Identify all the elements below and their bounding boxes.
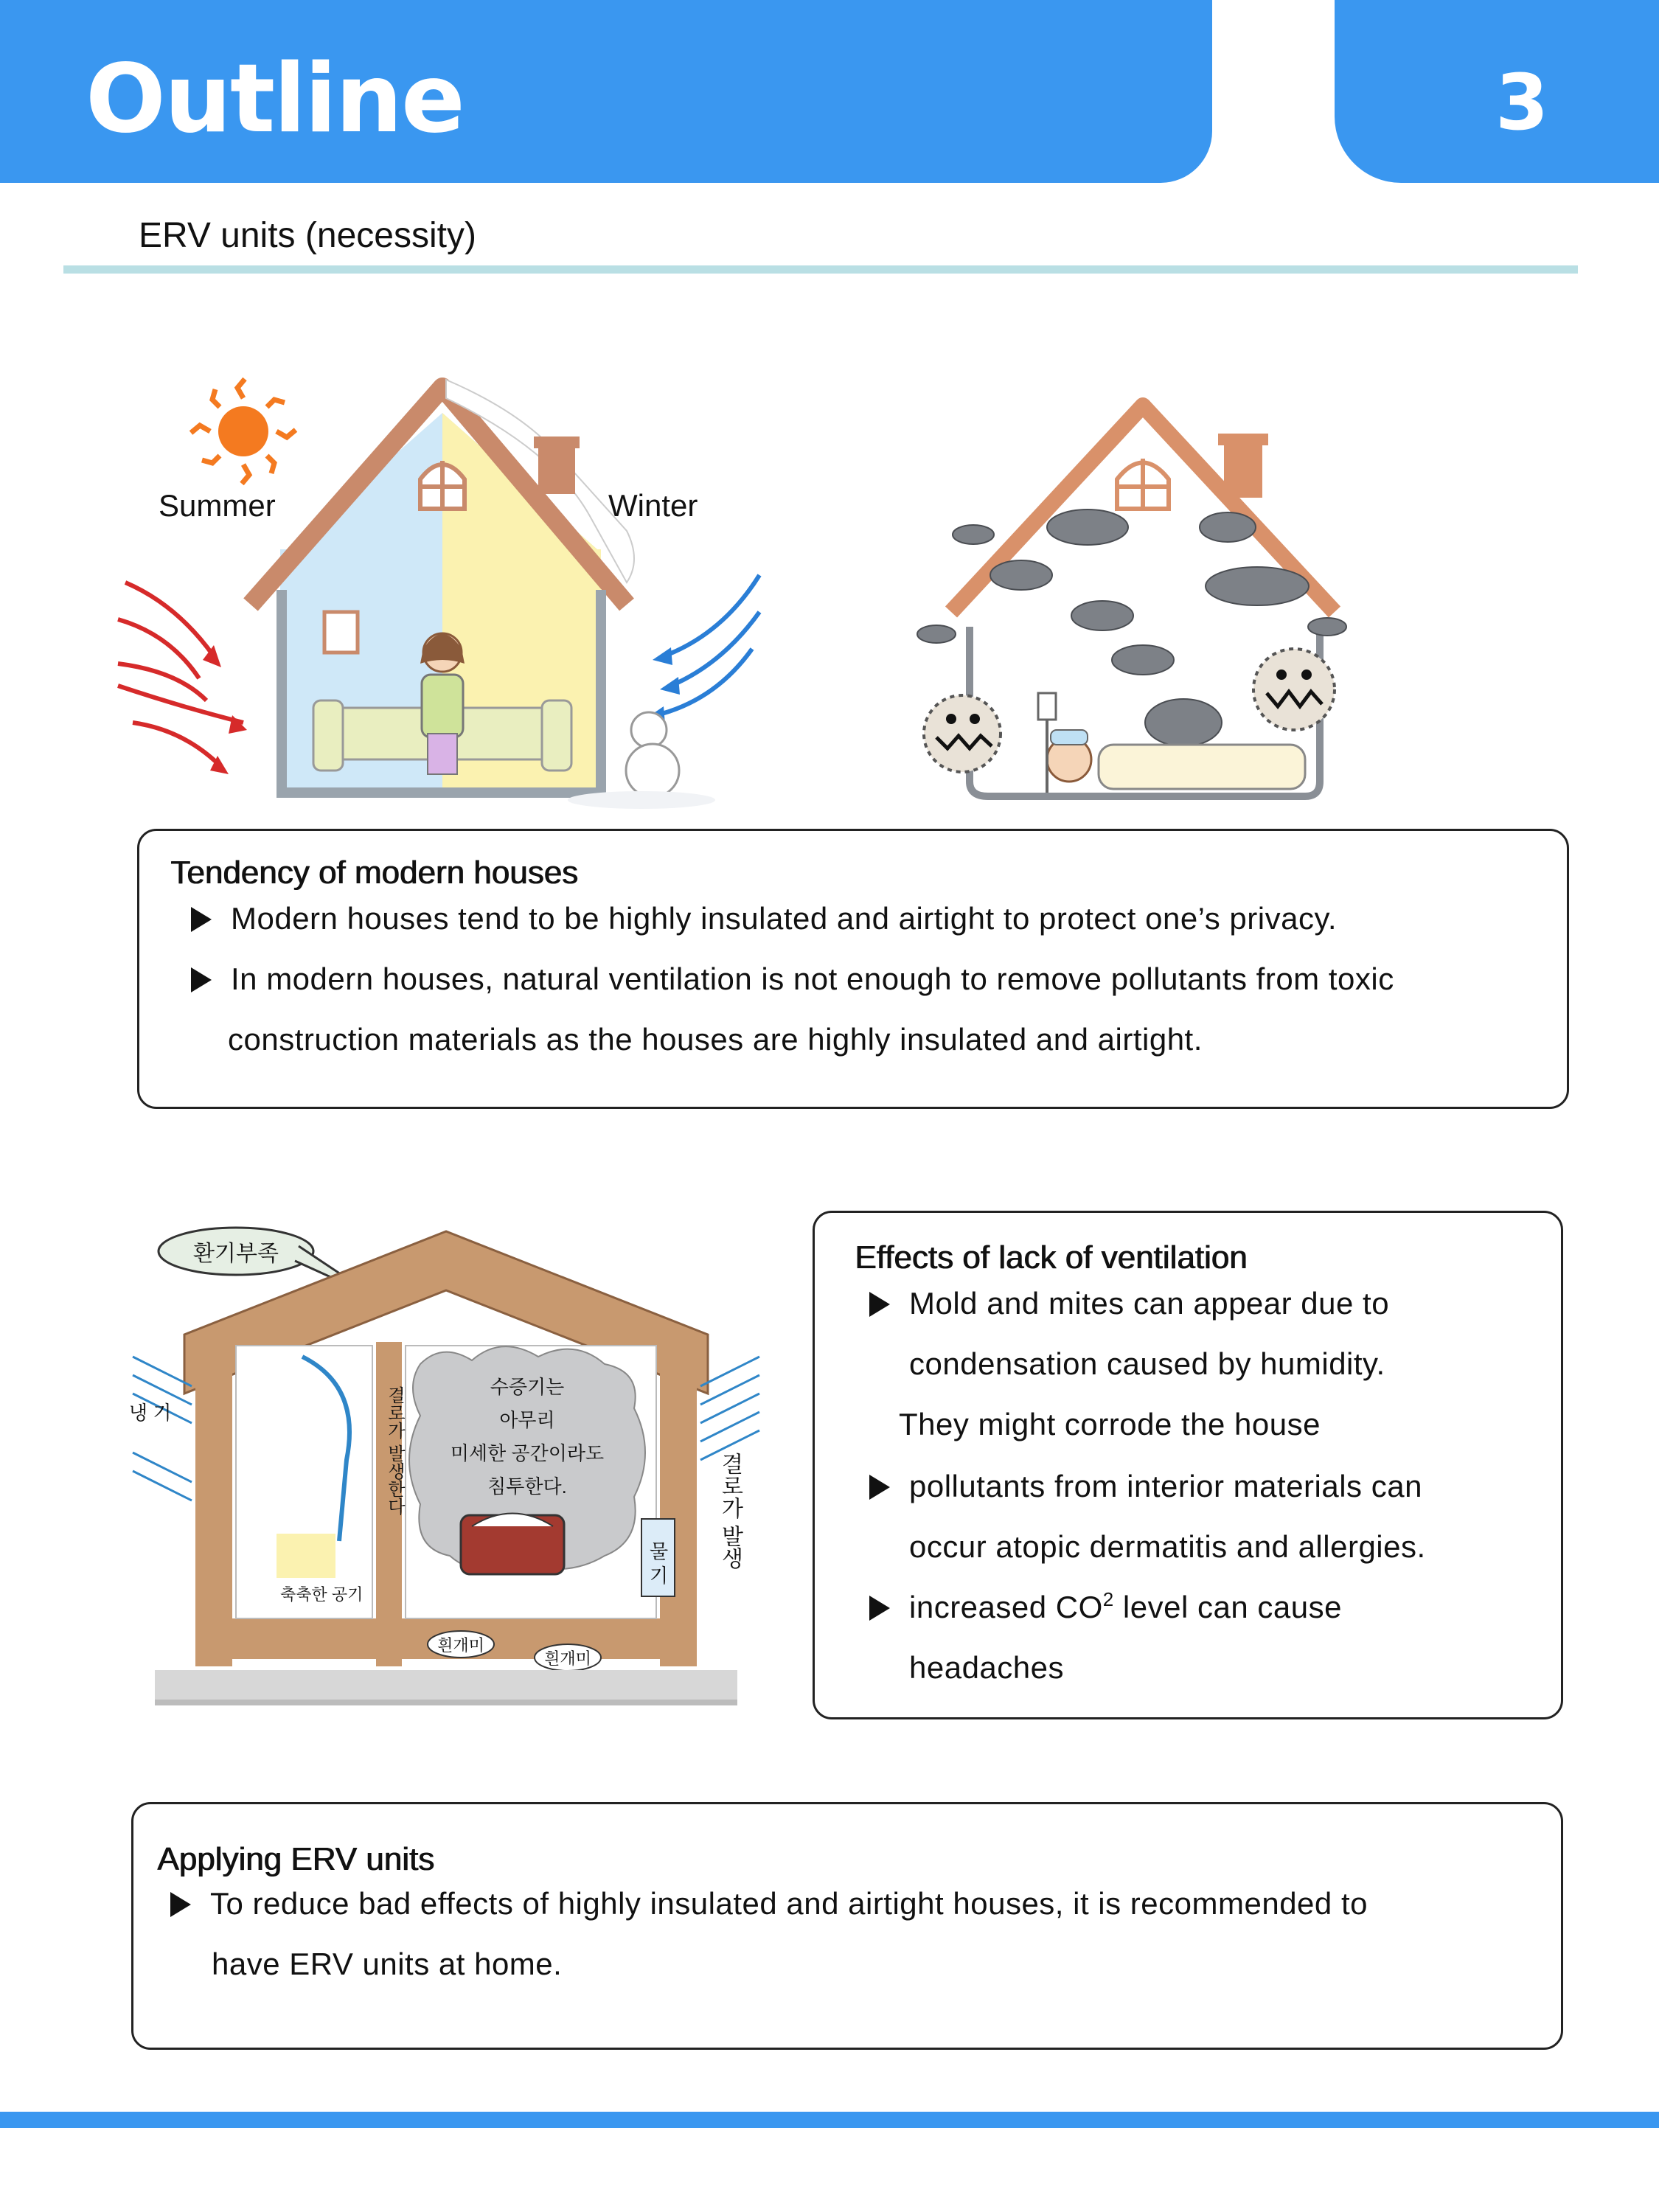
bullet-text-post: level can cause: [1113, 1590, 1342, 1624]
bullet-item: [869, 1273, 1389, 1334]
bullet-continuation: headaches: [909, 1650, 1065, 1685]
bullet-item: [170, 1874, 1368, 1934]
center-text-line: 미세한 공간이라도: [450, 1442, 605, 1464]
vertical-label: 결로가 발생: [717, 1453, 742, 1570]
superscript: 2: [1102, 1588, 1114, 1610]
triangle-bullet-icon: [170, 1892, 191, 1917]
header-banner: [0, 0, 1212, 183]
bullet-text: Modern houses tend to be highly insulated and airtight to protect one’s privacy.: [231, 901, 1338, 936]
tendency-box: [137, 829, 1569, 1109]
germ-icon: [1253, 649, 1335, 730]
center-text-line: 아무리: [499, 1409, 555, 1431]
bullet-continuation: have ERV units at home.: [212, 1947, 563, 1981]
center-text-line: 침투한다.: [487, 1475, 567, 1498]
subtitle-rule: [63, 265, 1578, 274]
footer-bar: [0, 2112, 1659, 2128]
termite-label: 흰개미: [544, 1649, 591, 1668]
bullet-continuation: occur atopic dermatitis and allergies.: [909, 1529, 1426, 1564]
page-number: 3: [1495, 58, 1549, 147]
sun-icon: [191, 379, 296, 484]
center-text-line: 수증기는: [490, 1376, 565, 1398]
bullet-continuation: condensation caused by humidity.: [909, 1346, 1385, 1381]
bullet-note: They might corrode the house: [899, 1407, 1321, 1441]
triangle-bullet-icon: [191, 907, 212, 932]
triangle-bullet-icon: [869, 1475, 890, 1500]
triangle-bullet-icon: [869, 1596, 890, 1621]
effects-box: [813, 1211, 1563, 1719]
summer-winter-house-illustration: [111, 369, 774, 811]
bullet-item: [869, 1577, 1342, 1638]
vertical-label: 결로가 발생한다: [384, 1386, 405, 1515]
humid-label: 축축한 공기: [280, 1585, 364, 1604]
cold-air-label: 냉 기: [129, 1402, 172, 1424]
bullet-text-pre: increased CO: [909, 1590, 1103, 1624]
section-subtitle: ERV units (necessity): [139, 216, 476, 255]
box-heading: Effects of lack of ventilation: [855, 1239, 1248, 1276]
termite-label: 흰개미: [437, 1636, 484, 1655]
ventilation-lack-illustration: [125, 1217, 774, 1718]
bullet-item: [869, 1456, 1422, 1517]
summer-label: Summer: [159, 488, 276, 523]
bullet-text: In modern houses, natural ventilation is not enough to remove pollutants from toxic: [231, 961, 1394, 996]
sick-house-illustration: [892, 383, 1408, 811]
bullet-text: pollutants from interior materials can: [909, 1469, 1422, 1503]
applying-box: [131, 1802, 1563, 2050]
bullet-item: [191, 949, 1394, 1009]
triangle-bullet-icon: [869, 1292, 890, 1317]
bullet-text: Mold and mites can appear due to: [909, 1286, 1390, 1321]
bullet-text: To reduce bad effects of highly insulated and airtight houses, it is recommended to: [210, 1886, 1368, 1921]
bullet-continuation: construction materials as the houses are highly insulated and airtight.: [228, 1022, 1203, 1057]
triangle-bullet-icon: [191, 967, 212, 992]
water-label: 물 기: [647, 1541, 669, 1585]
page-title: Outline: [86, 44, 464, 154]
page-number-tab: [1335, 0, 1659, 183]
box-heading: Tendency of modern houses: [170, 855, 578, 891]
bullet-item: [191, 888, 1337, 949]
bubble-text: 환기부족: [193, 1242, 279, 1266]
germ-icon: [924, 695, 1001, 772]
winter-label: Winter: [608, 488, 698, 523]
box-heading: Applying ERV units: [157, 1841, 434, 1877]
